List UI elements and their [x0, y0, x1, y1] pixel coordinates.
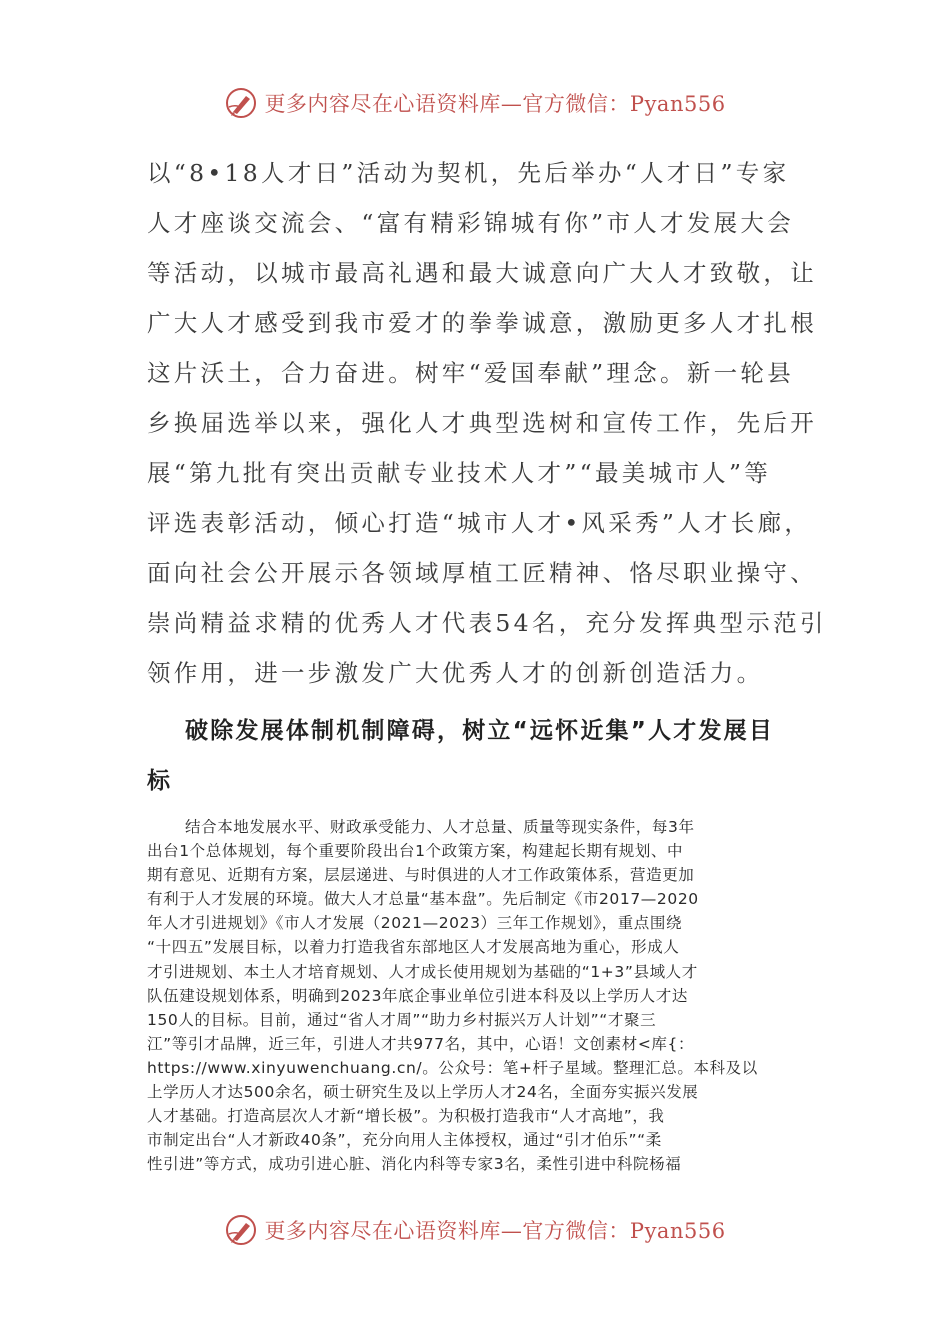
section-heading	[147, 706, 817, 806]
watermark-text: 更多内容尽在心语资料库—官方微信：Pyan556	[264, 92, 726, 116]
paragraph-line: 等活动，以城市最高礼遇和最大诚意向广大人才致敬，让	[147, 259, 817, 287]
small-paragraph-line: 150人的目标。目前，通过“省人才周”“助力乡村振兴万人计划”“才聚三	[147, 1010, 657, 1029]
heading-line: 标	[147, 768, 173, 794]
small-paragraph-line: 队伍建设规划体系，明确到2023年底企事业单位引进本科及以上学历人才达	[147, 986, 688, 1005]
header-watermark-banner	[0, 83, 950, 123]
footer-watermark-banner	[0, 1210, 950, 1250]
paragraph-line: 人才座谈交流会、“富有精彩锦城有你”市人才发展大会	[147, 209, 795, 237]
paragraph-line: 展“第九批有突出贡献专业技术人才”“最美城市人”等	[147, 459, 772, 487]
small-paragraph-line: 人才基础。打造高层次人才新“增长极”。为积极打造我市“人才高地”，我	[147, 1107, 665, 1126]
small-paragraph	[147, 815, 817, 1176]
small-paragraph-line: 市制定出台“人才新政40条”，充分向用人主体授权，通过“引才伯乐”“柔	[147, 1131, 662, 1150]
small-paragraph-line: 性引进”等方式，成功引进心脏、消化内科等专家3名，柔性引进中科院杨福	[147, 1155, 682, 1174]
body-paragraph	[147, 148, 827, 698]
small-paragraph-line: 上学历人才达500余名，硕士研究生及以上学历人才24名，全面夯实振兴发展	[147, 1083, 699, 1102]
paragraph-line: 广大人才感受到我市爱才的拳拳诚意，激励更多人才扎根	[147, 309, 817, 337]
small-paragraph-line: 江”等引才品牌，近三年，引进人才共977名，其中，心语！文创素材<库{：	[147, 1034, 695, 1053]
heading-line: 破除发展体制机制障碍，树立“远怀近集”人才发展目	[185, 718, 775, 744]
paragraph-line: 面向社会公开展示各领域厚植工匠精神、恪尽职业操守、	[147, 559, 817, 587]
paragraph-line: 评选表彰活动，倾心打造“城市人才•风采秀”人才长廊，	[147, 509, 812, 537]
pen-nib-logo-icon	[224, 86, 258, 120]
small-paragraph-line: 期有意见、近期有方案，层层递进、与时俱进的人才工作政策体系，营造更加	[147, 866, 695, 885]
small-paragraph-line: 有利于人才发展的环境。做大人才总量“基本盘”。先后制定《市2017—2020	[147, 890, 699, 909]
small-paragraph-line: 才引进规划、本土人才培育规划、人才成长使用规划为基础的“1+3”县域人才	[147, 962, 698, 981]
small-paragraph-line: 结合本地发展水平、财政承受能力、人才总量、质量等现实条件，每3年	[185, 818, 695, 836]
watermark-text: 更多内容尽在心语资料库—官方微信：Pyan556	[264, 1219, 726, 1243]
paragraph-line: 乡换届选举以来，强化人才典型选树和宣传工作，先后开	[147, 409, 817, 437]
small-paragraph-line: 年人才引进规划》《市人才发展（2021—2023）三年工作规划》，重点围绕	[147, 914, 683, 933]
paragraph-line: 崇尚精益求精的优秀人才代表54名，充分发挥典型示范引	[147, 609, 827, 637]
small-paragraph-line: “十四五”发展目标，以着力打造我省东部地区人才发展高地为重心，形成人	[147, 938, 680, 957]
pen-nib-logo-icon	[224, 1213, 258, 1247]
paragraph-line: 领作用，进一步激发广大优秀人才的创新创造活力。	[147, 659, 764, 687]
small-paragraph-line: 出台1个总体规划，每个重要阶段出台1个政策方案，构建起长期有规划、中	[147, 842, 684, 861]
paragraph-line: 以“8•18人才日”活动为契机，先后举办“人才日”专家	[147, 159, 790, 187]
small-paragraph-line: https://www.xinyuwenchuang.cn/。公众号：笔+杆子星域。整理汇总。本科及以	[147, 1058, 758, 1077]
paragraph-line: 这片沃土，合力奋进。树牢“爱国奉献”理念。新一轮县	[147, 359, 795, 387]
